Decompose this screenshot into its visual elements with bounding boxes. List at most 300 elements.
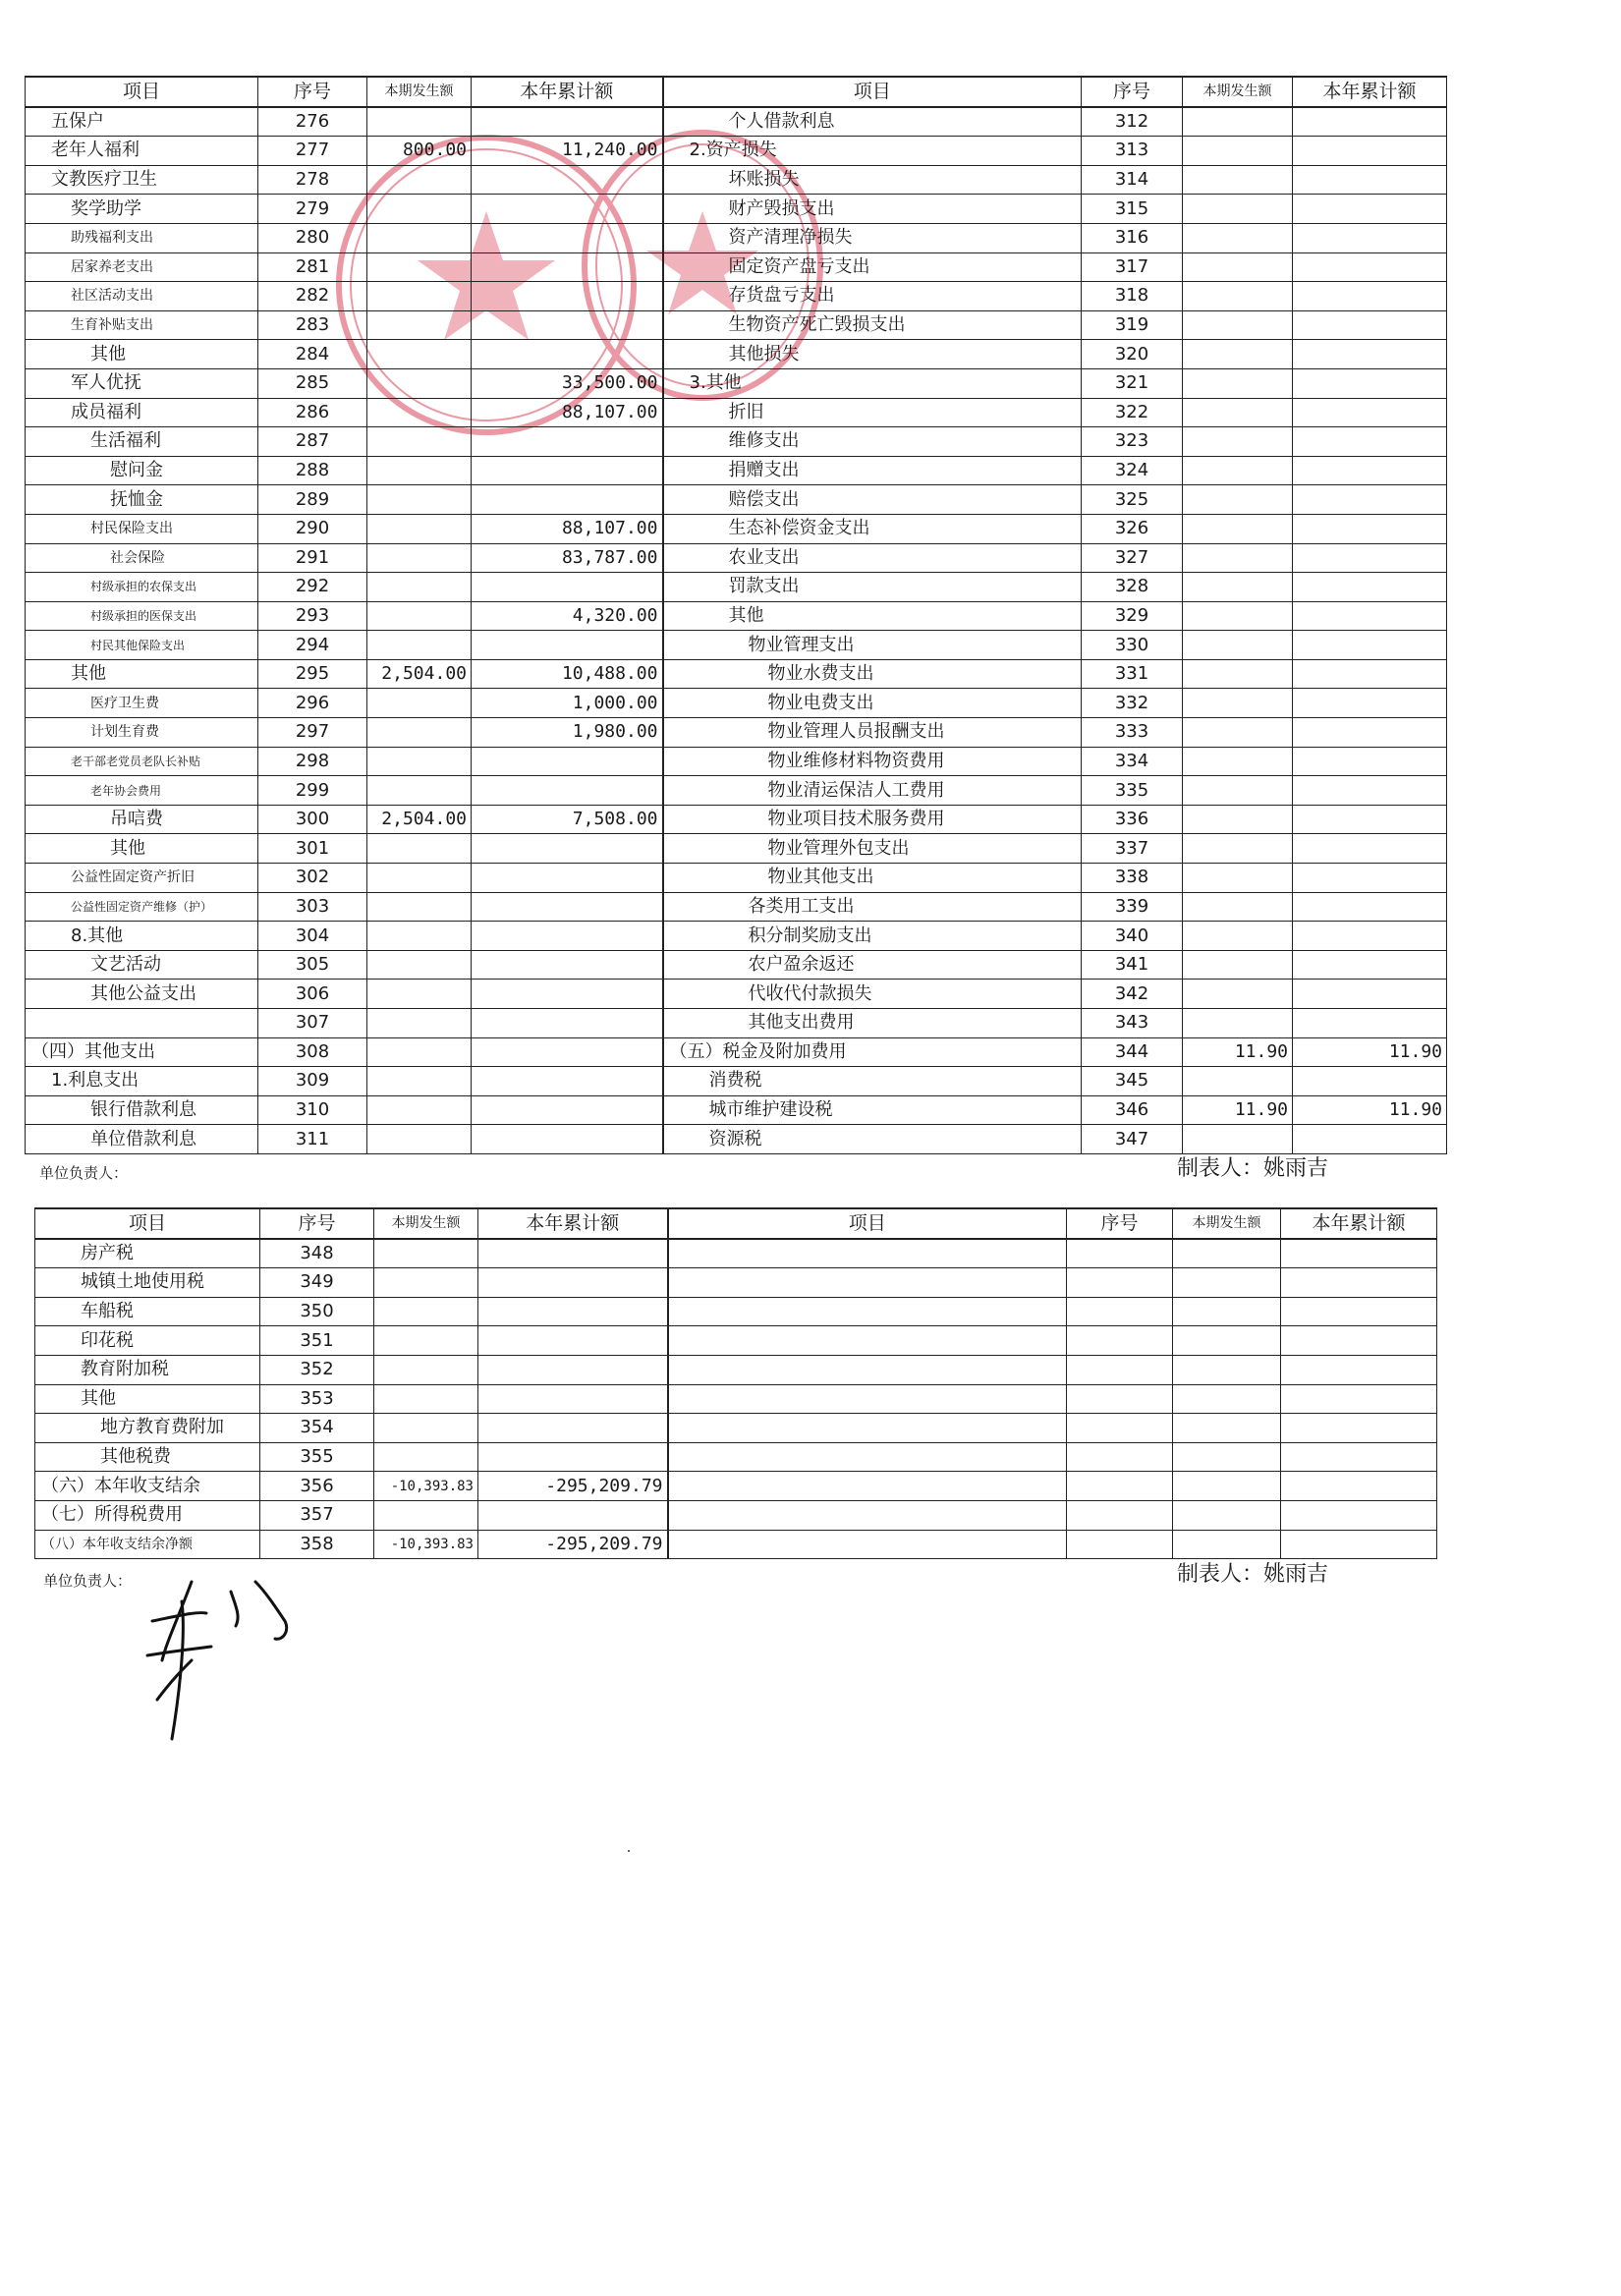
row-current-right	[1183, 165, 1293, 195]
row-code: 299	[258, 776, 367, 806]
table-row	[26, 1067, 1447, 1096]
row-ytd-right	[1293, 922, 1447, 951]
row-code-right: 334	[1082, 747, 1183, 776]
row-item: 村级承担的医保支出	[26, 601, 258, 631]
row-ytd-right	[1293, 1067, 1447, 1096]
table-row	[26, 573, 1447, 602]
row-code-right: 313	[1082, 137, 1183, 166]
row-ytd-right	[1293, 980, 1447, 1009]
row-code-right: 332	[1082, 689, 1183, 718]
row-ytd-right	[1293, 864, 1447, 893]
row-current-right	[1183, 573, 1293, 602]
row-code-right: 330	[1082, 631, 1183, 660]
row-item-right: 物业电费支出	[663, 689, 1082, 718]
row-item: 生活福利	[26, 427, 258, 457]
row-current-right	[1183, 980, 1293, 1009]
col-header-ytd-right: 本年累计额	[1281, 1208, 1437, 1239]
table-row	[26, 776, 1447, 806]
row-code-right	[1067, 1268, 1173, 1298]
row-code: 288	[258, 456, 367, 485]
row-ytd	[478, 1414, 668, 1443]
row-current	[367, 165, 472, 195]
row-code: 311	[258, 1125, 367, 1154]
row-item-right	[668, 1384, 1067, 1414]
row-current	[374, 1500, 478, 1530]
row-code-right	[1067, 1384, 1173, 1414]
row-ytd	[472, 1037, 663, 1067]
row-current-right	[1173, 1326, 1281, 1356]
row-current-right	[1183, 805, 1293, 834]
row-item: 居家养老支出	[26, 252, 258, 282]
table-row	[26, 543, 1447, 573]
row-ytd	[472, 485, 663, 515]
row-code: 349	[260, 1268, 374, 1298]
row-current	[374, 1326, 478, 1356]
row-ytd-right	[1293, 485, 1447, 515]
row-ytd-right	[1293, 310, 1447, 340]
row-code-right: 323	[1082, 427, 1183, 457]
row-item: 车船税	[35, 1297, 260, 1326]
row-item-right	[668, 1326, 1067, 1356]
row-current	[374, 1355, 478, 1384]
row-current	[367, 892, 472, 922]
row-current	[374, 1442, 478, 1472]
table-row	[35, 1530, 1437, 1559]
row-ytd	[478, 1268, 668, 1298]
row-code-right: 317	[1082, 252, 1183, 282]
row-code: 305	[258, 950, 367, 980]
row-ytd: 88,107.00	[472, 398, 663, 427]
row-item: 慰问金	[26, 456, 258, 485]
row-code-right: 346	[1082, 1095, 1183, 1125]
row-ytd-right	[1293, 601, 1447, 631]
col-header-item: 项目	[26, 77, 258, 107]
row-code-right: 314	[1082, 165, 1183, 195]
table-row	[26, 834, 1447, 864]
row-item-right: （五）税金及附加费用	[663, 1037, 1082, 1067]
row-code: 353	[260, 1384, 374, 1414]
row-current	[367, 980, 472, 1009]
row-ytd	[472, 950, 663, 980]
table-row	[26, 980, 1447, 1009]
row-code: 296	[258, 689, 367, 718]
row-item-right	[668, 1239, 1067, 1268]
row-current	[367, 922, 472, 951]
row-current-right	[1183, 1067, 1293, 1096]
table-row	[26, 340, 1447, 369]
table-row	[26, 659, 1447, 689]
maker-label: 制表人：	[1177, 1156, 1264, 1181]
row-item-right: 捐赠支出	[663, 456, 1082, 485]
row-item-right: 消费税	[663, 1067, 1082, 1096]
row-current-right	[1183, 659, 1293, 689]
row-current	[367, 573, 472, 602]
row-item-right: 生物资产死亡毁损支出	[663, 310, 1082, 340]
row-ytd-right	[1293, 223, 1447, 252]
table-row	[26, 892, 1447, 922]
row-ytd: 33,500.00	[472, 368, 663, 398]
row-code-right	[1067, 1472, 1173, 1501]
row-code: 289	[258, 485, 367, 515]
row-code: 294	[258, 631, 367, 660]
table-row	[26, 107, 1447, 137]
row-ytd	[472, 892, 663, 922]
row-code: 352	[260, 1355, 374, 1384]
row-code: 307	[258, 1009, 367, 1038]
maker-label: 制表人：	[1177, 1562, 1264, 1587]
table-row	[26, 689, 1447, 718]
row-code: 351	[260, 1326, 374, 1356]
col-header-ytd: 本年累计额	[478, 1208, 668, 1239]
table-row	[26, 252, 1447, 282]
row-ytd-right: 11.90	[1293, 1095, 1447, 1125]
row-item-right: 个人借款利息	[663, 107, 1082, 137]
row-current-right: 11.90	[1183, 1037, 1293, 1067]
row-current-right: 11.90	[1183, 1095, 1293, 1125]
row-item-right	[668, 1268, 1067, 1298]
row-ytd-right	[1293, 776, 1447, 806]
row-current	[367, 398, 472, 427]
row-ytd: -295,209.79	[478, 1472, 668, 1501]
col-header-current: 本期发生额	[367, 77, 472, 107]
row-item-right: 3.其他	[663, 368, 1082, 398]
row-code: 292	[258, 573, 367, 602]
row-ytd: 4,320.00	[472, 601, 663, 631]
row-current	[367, 1125, 472, 1154]
bottom-ledger-table	[34, 1207, 1437, 1559]
row-ytd-right	[1293, 368, 1447, 398]
row-code-right: 336	[1082, 805, 1183, 834]
row-ytd	[472, 1067, 663, 1096]
row-item-right: 资源税	[663, 1125, 1082, 1154]
table-row	[26, 427, 1447, 457]
row-current-right	[1183, 689, 1293, 718]
table-row	[26, 310, 1447, 340]
col-header-item-right: 项目	[663, 77, 1082, 107]
col-header-ytd: 本年累计额	[472, 77, 663, 107]
table-row	[26, 456, 1447, 485]
row-code-right: 319	[1082, 310, 1183, 340]
row-item-right: 物业水费支出	[663, 659, 1082, 689]
row-current	[367, 601, 472, 631]
row-item: 村级承担的农保支出	[26, 573, 258, 602]
row-code-right	[1067, 1297, 1173, 1326]
row-code-right: 328	[1082, 573, 1183, 602]
row-ytd	[478, 1500, 668, 1530]
row-ytd-right	[1281, 1500, 1437, 1530]
table-row	[35, 1355, 1437, 1384]
row-ytd	[478, 1384, 668, 1414]
row-item: 其他公益支出	[26, 980, 258, 1009]
row-current	[367, 282, 472, 311]
row-ytd-right	[1293, 107, 1447, 137]
row-item-right: 其他损失	[663, 340, 1082, 369]
row-current: -10,393.83	[374, 1530, 478, 1559]
table-row	[35, 1414, 1437, 1443]
row-code-right	[1067, 1355, 1173, 1384]
row-item: 老干部老党员老队长补贴	[26, 747, 258, 776]
row-current-right	[1173, 1355, 1281, 1384]
row-item-right: 物业其他支出	[663, 864, 1082, 893]
row-ytd	[472, 980, 663, 1009]
row-ytd: 83,787.00	[472, 543, 663, 573]
row-item-right	[668, 1297, 1067, 1326]
table-row	[35, 1384, 1437, 1414]
row-item: 其他	[35, 1384, 260, 1414]
row-code-right: 344	[1082, 1037, 1183, 1067]
row-current: 2,504.00	[367, 805, 472, 834]
row-code-right: 312	[1082, 107, 1183, 137]
row-item-right: 资产清理净损失	[663, 223, 1082, 252]
row-current	[367, 747, 472, 776]
row-item-right: 物业维修材料物资费用	[663, 747, 1082, 776]
row-ytd-right	[1293, 950, 1447, 980]
row-current-right	[1183, 340, 1293, 369]
col-header-current-right: 本期发生额	[1183, 77, 1293, 107]
row-code: 309	[258, 1067, 367, 1096]
row-item: 文艺活动	[26, 950, 258, 980]
row-code: 308	[258, 1037, 367, 1067]
row-ytd	[472, 252, 663, 282]
row-current-right	[1183, 223, 1293, 252]
row-current-right	[1173, 1384, 1281, 1414]
col-header-ytd-right: 本年累计额	[1293, 77, 1447, 107]
row-ytd-right	[1293, 747, 1447, 776]
row-code: 298	[258, 747, 367, 776]
maker-name: 姚雨吉	[1263, 1562, 1329, 1587]
row-current	[367, 252, 472, 282]
row-ytd-right	[1293, 195, 1447, 224]
row-ytd-right	[1293, 718, 1447, 748]
row-item-right: 赔偿支出	[663, 485, 1082, 515]
row-current-right	[1183, 631, 1293, 660]
row-ytd	[478, 1326, 668, 1356]
row-code: 291	[258, 543, 367, 573]
row-item-right: 其他支出费用	[663, 1009, 1082, 1038]
handwritten-signature	[138, 1562, 314, 1759]
table-row	[26, 485, 1447, 515]
row-ytd: 1,000.00	[472, 689, 663, 718]
row-code: 287	[258, 427, 367, 457]
row-current-right	[1183, 950, 1293, 980]
table-row	[26, 601, 1447, 631]
table-row	[26, 223, 1447, 252]
row-item-right: 农业支出	[663, 543, 1082, 573]
row-code-right: 338	[1082, 864, 1183, 893]
row-ytd	[472, 631, 663, 660]
row-item: 地方教育费附加	[35, 1414, 260, 1443]
row-item-right: 物业管理人员报酬支出	[663, 718, 1082, 748]
row-ytd	[472, 776, 663, 806]
row-ytd	[472, 310, 663, 340]
row-item-right: 生态补偿资金支出	[663, 514, 1082, 543]
row-ytd	[478, 1442, 668, 1472]
row-item-right: 财产毁损支出	[663, 195, 1082, 224]
row-ytd-right	[1293, 137, 1447, 166]
col-header-code-right: 序号	[1067, 1208, 1173, 1239]
row-current-right	[1183, 310, 1293, 340]
row-ytd	[472, 834, 663, 864]
row-current	[367, 718, 472, 748]
row-ytd	[472, 107, 663, 137]
row-ytd-right	[1293, 543, 1447, 573]
unit-head-label-bottom: 单位负责人：	[43, 1572, 133, 1590]
row-code-right: 318	[1082, 282, 1183, 311]
row-code: 350	[260, 1297, 374, 1326]
row-item: 其他	[26, 834, 258, 864]
row-ytd: -295,209.79	[478, 1530, 668, 1559]
row-code-right: 337	[1082, 834, 1183, 864]
row-current-right	[1173, 1472, 1281, 1501]
row-code-right: 326	[1082, 514, 1183, 543]
row-code: 355	[260, 1442, 374, 1472]
row-item: 银行借款利息	[26, 1095, 258, 1125]
row-item-right: 物业管理外包支出	[663, 834, 1082, 864]
table-row	[26, 1037, 1447, 1067]
row-code: 302	[258, 864, 367, 893]
row-current: 2,504.00	[367, 659, 472, 689]
row-current	[367, 310, 472, 340]
row-current	[374, 1414, 478, 1443]
row-ytd	[478, 1297, 668, 1326]
row-current-right	[1183, 922, 1293, 951]
row-current-right	[1183, 718, 1293, 748]
row-item: 五保户	[26, 107, 258, 137]
row-item-right: 2.资产损失	[663, 137, 1082, 166]
row-current-right	[1183, 368, 1293, 398]
row-item-right: 农户盈余返还	[663, 950, 1082, 980]
row-item-right: 其他	[663, 601, 1082, 631]
row-current-right	[1183, 252, 1293, 282]
row-current-right	[1183, 834, 1293, 864]
row-code-right: 342	[1082, 980, 1183, 1009]
row-code: 306	[258, 980, 367, 1009]
row-ytd	[472, 922, 663, 951]
row-current-right	[1173, 1297, 1281, 1326]
row-code: 295	[258, 659, 367, 689]
row-current	[367, 950, 472, 980]
row-code-right: 315	[1082, 195, 1183, 224]
row-item: 老年人福利	[26, 137, 258, 166]
row-code: 357	[260, 1500, 374, 1530]
table-row	[26, 864, 1447, 893]
row-current: 800.00	[367, 137, 472, 166]
row-current	[367, 1095, 472, 1125]
row-current: -10,393.83	[374, 1472, 478, 1501]
row-current	[367, 776, 472, 806]
row-item: 教育附加税	[35, 1355, 260, 1384]
row-code-right: 333	[1082, 718, 1183, 748]
row-current-right	[1183, 514, 1293, 543]
row-item: 成员福利	[26, 398, 258, 427]
row-ytd-right	[1293, 659, 1447, 689]
row-code-right: 322	[1082, 398, 1183, 427]
row-current	[367, 223, 472, 252]
row-ytd	[472, 282, 663, 311]
row-ytd	[472, 573, 663, 602]
unit-head-label-top: 单位负责人：	[39, 1164, 129, 1182]
row-ytd-right	[1281, 1472, 1437, 1501]
row-current	[367, 1009, 472, 1038]
row-ytd-right	[1293, 573, 1447, 602]
row-code: 281	[258, 252, 367, 282]
row-ytd: 7,508.00	[472, 805, 663, 834]
maker-bottom	[1177, 1557, 1328, 1588]
row-ytd-right	[1293, 398, 1447, 427]
row-code-right: 316	[1082, 223, 1183, 252]
table-row	[35, 1239, 1437, 1268]
row-ytd-right	[1281, 1268, 1437, 1298]
table-row	[26, 922, 1447, 951]
table-row	[26, 747, 1447, 776]
row-item: 医疗卫生费	[26, 689, 258, 718]
row-code: 356	[260, 1472, 374, 1501]
row-current-right	[1183, 747, 1293, 776]
row-item: （六）本年收支结余	[35, 1472, 260, 1501]
row-item: 文教医疗卫生	[26, 165, 258, 195]
row-ytd-right	[1293, 1125, 1447, 1154]
row-ytd-right	[1281, 1297, 1437, 1326]
row-code-right	[1067, 1530, 1173, 1559]
row-code-right: 341	[1082, 950, 1183, 980]
row-item: 1.利息支出	[26, 1067, 258, 1096]
row-code: 310	[258, 1095, 367, 1125]
row-item: 生育补贴支出	[26, 310, 258, 340]
row-current	[367, 340, 472, 369]
row-ytd-right	[1293, 689, 1447, 718]
row-item-right: 维修支出	[663, 427, 1082, 457]
row-code: 280	[258, 223, 367, 252]
row-ytd-right	[1293, 834, 1447, 864]
row-current-right	[1183, 601, 1293, 631]
row-code-right	[1067, 1500, 1173, 1530]
row-item: 军人优抚	[26, 368, 258, 398]
table-row	[26, 514, 1447, 543]
row-item-right: 物业清运保洁人工费用	[663, 776, 1082, 806]
table-row	[26, 1125, 1447, 1154]
row-ytd	[472, 456, 663, 485]
row-current	[367, 485, 472, 515]
row-current	[374, 1268, 478, 1298]
table-row	[26, 368, 1447, 398]
row-code: 293	[258, 601, 367, 631]
row-ytd-right	[1293, 456, 1447, 485]
row-current	[374, 1239, 478, 1268]
row-code-right	[1067, 1414, 1173, 1443]
row-current	[367, 834, 472, 864]
row-item-right: 折旧	[663, 398, 1082, 427]
row-item: 公益性固定资产维修（护）	[26, 892, 258, 922]
row-code: 348	[260, 1239, 374, 1268]
table-row	[35, 1268, 1437, 1298]
row-item-right: 罚款支出	[663, 573, 1082, 602]
row-ytd-right	[1281, 1530, 1437, 1559]
row-ytd	[478, 1239, 668, 1268]
row-code-right	[1067, 1239, 1173, 1268]
table-row	[26, 805, 1447, 834]
row-item	[26, 1009, 258, 1038]
row-item: （四）其他支出	[26, 1037, 258, 1067]
row-code: 283	[258, 310, 367, 340]
top-header-row	[26, 77, 1447, 107]
row-ytd-right: 11.90	[1293, 1037, 1447, 1067]
row-ytd-right	[1281, 1326, 1437, 1356]
row-ytd-right	[1281, 1414, 1437, 1443]
row-ytd	[472, 223, 663, 252]
row-code-right: 327	[1082, 543, 1183, 573]
row-code: 304	[258, 922, 367, 951]
row-current	[367, 1037, 472, 1067]
